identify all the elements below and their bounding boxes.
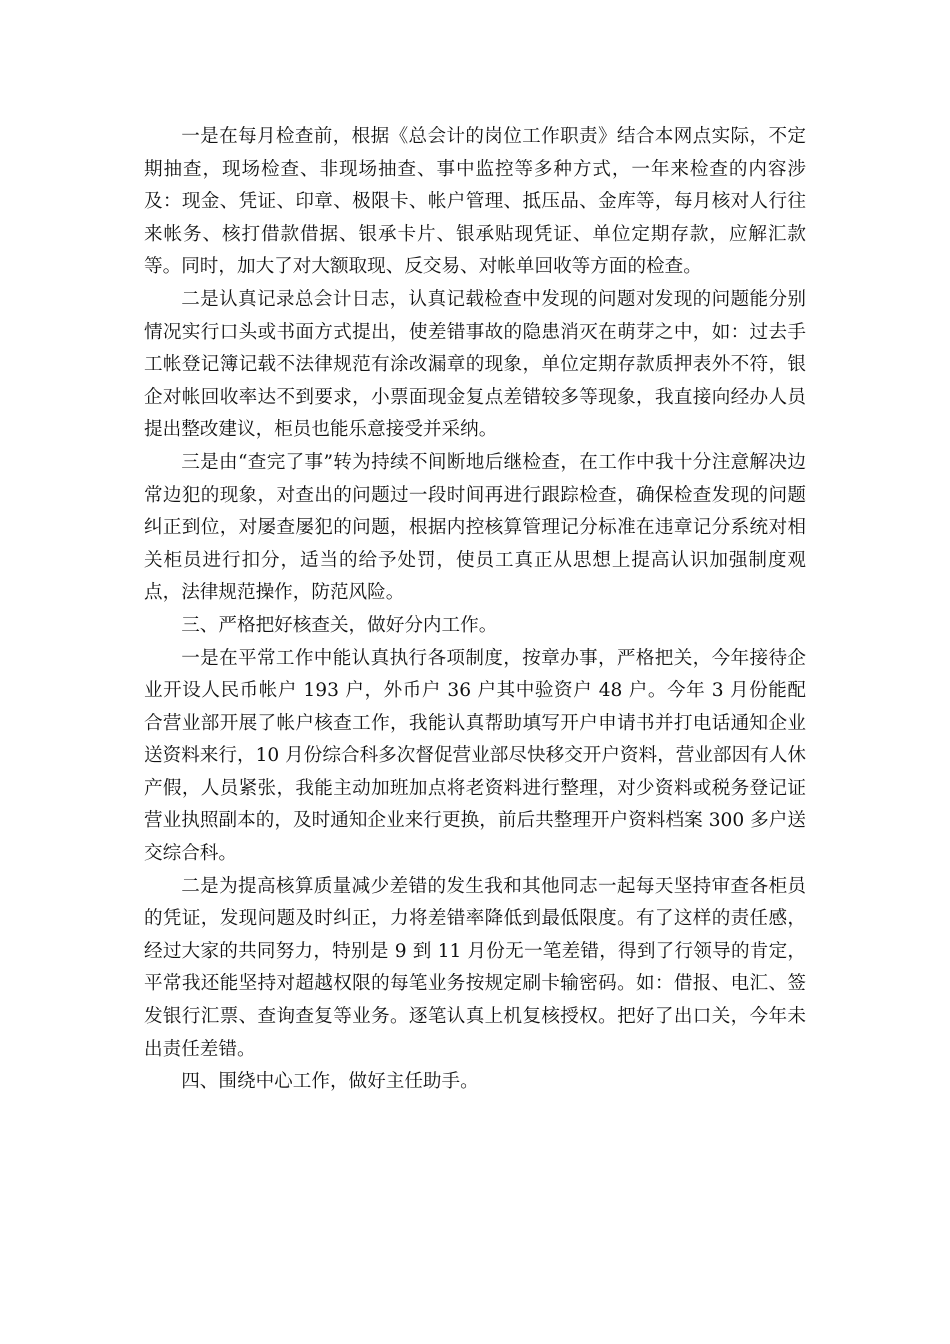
paragraph-follow-up-checks: 三是由“查完了事”转为持续不间断地后继检查，在工作中我十分注意解决边常边犯的现象，对查出的问题过一段时间再进行跟踪检查，确保检查发现的问题纠正到位，对屡查屡犯的问题，根据内控核算管理记分标准在违章记分系统对相关柜员进行扣分，适当的给予处罚，使员工真正从思想上提高认识加强制度观点，法律规范操作，防范风险。	[144, 451, 806, 604]
paragraph-accounting-quality: 二是为提高核算质量减少差错的发生我和其他同志一起每天坚持审查各柜员的凭证，发现问题及时纠正，力将差错率降低到最低限度。有了这样的责任感，经过大家的共同努力，特别是 9 到 11 月份无一笔差错，得到了行领导的肯定，平常我还能坚持对超越权限的每笔业务按规定刷卡输密码。如：借报、电汇、签发银行汇票、查询查复等业务。逐笔认真上机复核授权。把好了出口关，今年未出责任差错。	[144, 875, 806, 1060]
paragraph-accountant-log: 二是认真记录总会计日志，认真记载检查中发现的问题对发现的问题能分别情况实行口头或书面方式提出，使差错事故的隐患消灭在萌芽之中，如：过去手工帐登记簿记载不法律规范有涂改漏章的现象，单位定期存款质押表外不符，银企对帐回收率达不到要求，小票面现金复点差错较多等现象，我直接向经办人员提出整改建议，柜员也能乐意接受并采纳。	[144, 288, 806, 441]
section-heading-verification: 三、严格把好核查关，做好分内工作。	[181, 614, 498, 636]
paragraph-account-opening: 一是在平常工作中能认真执行各项制度，按章办事，严格把关，今年接待企业开设人民币帐户 193 户，外币户 36 户其中验资户 48 户。今年 3 月份能配合营业部开展了帐户核查工作，我能认真帮助填写开户申请书并打电话通知企业送资料来行，10 月份综合科多次督促营业部尽快移交开户资料，营业部因有人休产假，人员紧张，我能主动加班加点将老资料进行整理，对少资料或税务登记证营业执照副本的，及时通知企业来行更换，前后共整理开户资料档案 300 多户送交综合科。	[144, 647, 806, 865]
paragraph-check-methods: 一是在每月检查前，根据《总会计的岗位工作职责》结合本网点实际，不定期抽查，现场检查、非现场抽查、事中监控等多种方式，一年来检查的内容涉及：现金、凭证、印章、极限卡、帐户管理、抵压品、金库等，每月核对人行往来帐务、核打借款借据、银承卡片、银承贴现凭证、单位定期存款，应解汇款等。同时，加大了对大额取现、反交易、对帐单回收等方面的检查。	[144, 126, 806, 278]
section-heading-assistant: 四、围绕中心工作，做好主任助手。	[181, 1071, 479, 1093]
document-body	[144, 121, 806, 1099]
